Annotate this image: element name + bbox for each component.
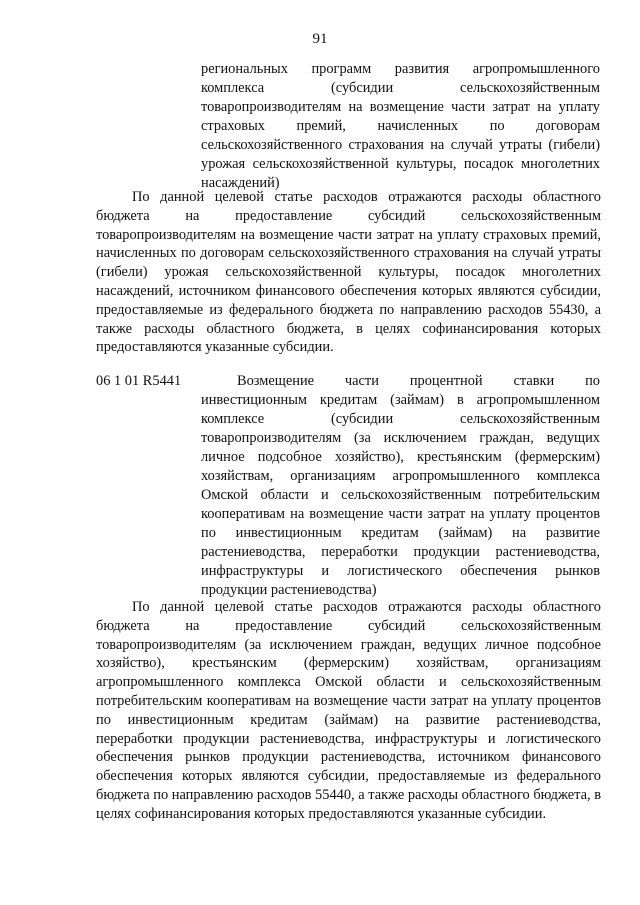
page-number: 91: [312, 31, 328, 47]
entry-title: Возмещение части процентной ставки по инвестиционным кредитам (займам) в агропромышленном комплексе (субсидии сельскохозяйственным товаропроизводителям (за исключением граждан, ведущих личное подсобное хозяйство), крестьянским (фермерским) хозяйствам, организациям агропромышленного комплекса Омской области и сельскохозяйственным потребительским кооперативам на возмещение части затрат на уплату процентов по инвестиционным кредитам (займам) на развитие растениеводства, переработки продукции растениеводства, инфраструктуры и логистического обеспечения рынков продукции растениеводства): [201, 373, 600, 598]
paragraph-1: По данной целевой статье расходов отражаются расходы областного бюджета на предоставление субсидий сельскохозяйственным товаропроизводителям на возмещение части затрат на уплату страховых премий, начисленных по договорам сельскохозяйственного страхования на случай утраты (гибели) урожая сельскохозяйственной культуры, посадок многолетних насаждений, источником финансового обеспечения которых являются субсидии, предоставляемые из федерального бюджета по направлению расходов 55430, а также расходы областного бюджета, в целях софинансирования которых предоставляются указанные субсидии.: [96, 189, 601, 356]
continued-heading: региональных программ развития агропромышленного комплекса (субсидии сельскохозяйственным товаропроизводителям на возмещение части затрат на уплату страховых премий, начисленных по договорам сельскохозяйственного страхования на случай утраты (гибели) урожая сельскохозяйственной культуры, посадок многолетних насаждений): [201, 61, 600, 191]
paragraph-2: По данной целевой статье расходов отражаются расходы областного бюджета на предоставление субсидий сельскохозяйственным товаропроизводителям (за исключением граждан, ведущих личное подсобное хозяйство), крестьянским (фермерским) хозяйствам, организациям агропромышленного комплекса Омской области и сельскохозяйственным потребительским кооперативам на возмещение части затрат на уплату процентов по инвестиционным кредитам (займам) на развитие растениеводства, переработки продукции растениеводства, инфраструктуры и логистического обеспечения рынков продукции растениеводства, источником финансового обеспечения которых являются субсидии, предоставляемые из федерального бюджета по направлению расходов 55440, а также расходы областного бюджета, в целях софинансирования которых предоставляются указанные субсидии.: [96, 599, 601, 822]
entry-code: 06 1 01 R5441: [96, 373, 182, 389]
